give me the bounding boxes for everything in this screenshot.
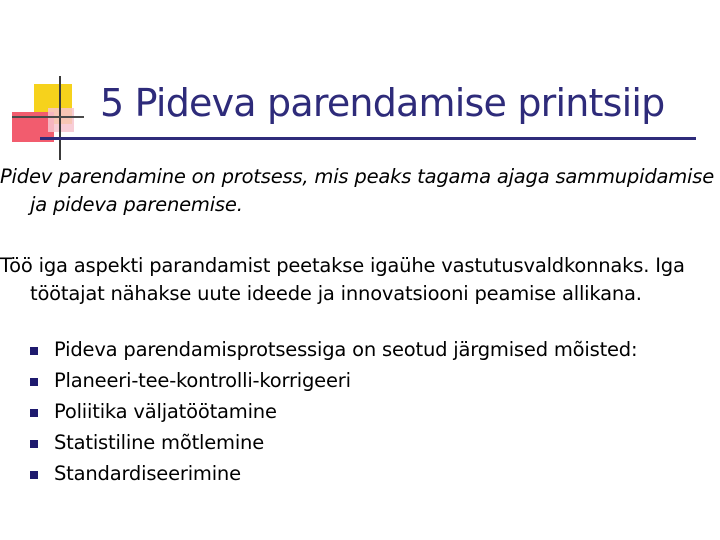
square-bullet-icon <box>30 440 38 448</box>
square-bullet-icon <box>30 347 38 355</box>
decorative-logo <box>0 0 100 170</box>
logo-pink-overlap <box>48 108 74 132</box>
list-item-text: Statistiline mõtlemine <box>54 431 265 454</box>
intro-paragraph: Pidev parendamine on protsess, mis peaks tagama ajaga sammupidamise ja pideva parenemise. <box>0 165 715 216</box>
concept-list <box>0 336 710 491</box>
square-bullet-icon <box>30 471 38 479</box>
logo-vertical-line <box>59 76 61 160</box>
list-item-text: Pideva parendamisprotsessiga on seotud järgmised mõisted: <box>54 338 638 361</box>
list-item <box>0 367 710 398</box>
square-bullet-icon <box>30 378 38 386</box>
list-item <box>0 460 710 491</box>
list-item-text: Poliitika väljatöötamine <box>54 400 277 423</box>
list-item <box>0 429 710 460</box>
statement-paragraph: Töö iga aspekti parandamist peetakse igaühe vastutusvaldkonnaks. Iga töötajat nähakse uute ideede ja innovatsiooni peamise allikana. <box>0 254 685 305</box>
list-item <box>0 336 710 367</box>
logo-horizontal-line <box>12 116 84 118</box>
list-item-text: Standardiseerimine <box>54 462 241 485</box>
square-bullet-icon <box>30 409 38 417</box>
list-item-text: Planeeri-tee-kontrolli-korrigeeri <box>54 369 351 392</box>
list-item <box>0 398 710 429</box>
title-underline <box>40 137 696 140</box>
slide-title: 5 Pideva parendamise printsiip <box>100 81 665 125</box>
